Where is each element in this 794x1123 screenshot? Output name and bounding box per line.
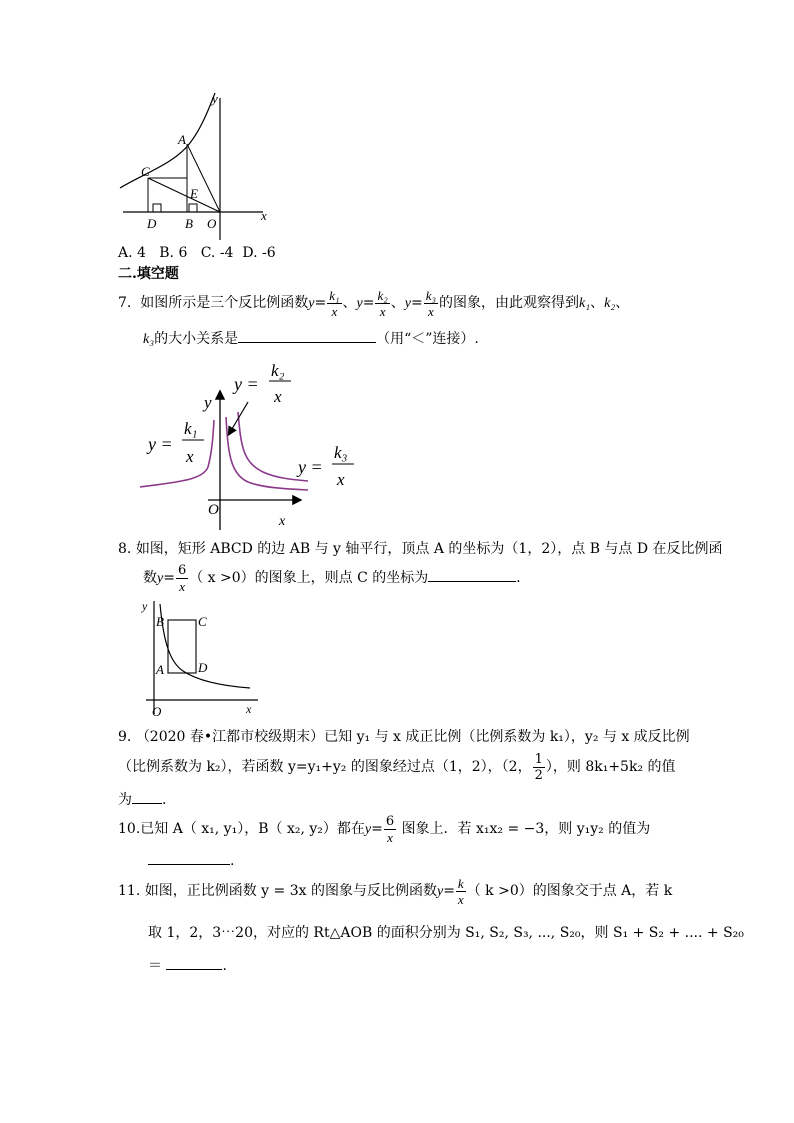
question-7-line2: k₃的大小关系是 （用“＜”连接）. [143,331,479,347]
eq-k2-num: k₂ [271,362,285,380]
answer-blank-q10[interactable] [148,852,230,865]
label-O: O [207,216,217,231]
figure-q8 [138,596,263,718]
question-11-line2: 取 1，2，3⋯20，对应的 Rt△AOB 的面积分别为 S₁, S₂, S₃, ..., S₂₀，则 S₁ + S₂ + .... + S₂₀ [148,925,744,941]
svg-text:x: x [186,447,194,466]
pointer-arrow [229,402,248,434]
eq-k1-num: k₁ [184,419,198,438]
figure-q6 [115,88,275,243]
svg-text:x: x [274,387,282,406]
section-title: 二.填空题 [118,266,179,282]
label-y: y [204,393,212,412]
question-9-line1: 9. （2020 春•江都市校级期末）已知 y₁ 与 x 成正比例（比例系数为 k₁），y₂ 与 x 成反比例 [118,729,690,745]
answer-blank-q11[interactable] [166,957,222,970]
question-10-line2: . [148,852,234,870]
answer-blank-q8[interactable] [428,569,516,582]
answer-blank-q9[interactable] [132,791,162,804]
label-A: A [178,132,186,147]
label-y: y [212,91,218,106]
label-C: C [198,614,207,629]
label-y: y [142,599,148,613]
question-8-line1: 8. 如图，矩形 ABCD 的边 AB 与 y 轴平行，顶点 A 的坐标为（1，2），点 B 与点 D 在反比例函 [118,541,723,557]
question-9-line3: 为 . [118,792,167,808]
svg-text:x: x [337,470,345,489]
question-9-line2: （比例系数为 k₂），若函数 y=y₁+y₂ 的图象经过点（1，2），（2， $\frac{1}{2}$ ），则 8k₁+5k₂ 的值 [118,751,676,783]
question-8-line2: 数y= $\frac{6}{x}$ （ x >0）的图象上，则点 C 的坐标为 ． [143,562,531,594]
label-O: O [208,502,219,518]
question-11-line1: 11. 如图，正比例函数 y = 3x 的图象与反比例函数y= $\frac{k}{x}$ （ k >0）的图象交于点 A，若 k [118,875,673,907]
question-10-line1: 10.已知 A（ x₁, y₁），B（ x₂, y₂）都在y= $\frac{6}{x}$ 图象上．若 x₁x₂ = −3，则 y₁y₂ 的值为 [118,813,651,845]
label-B: B [156,614,164,629]
label-E: E [190,186,198,201]
label-x: x [261,208,267,223]
label-x: x [246,702,252,716]
label-A: A [156,662,164,677]
question-11-line3: ＝ . [148,958,227,974]
label-O: O [152,704,162,718]
eq-k1-lhs: y = [148,434,173,454]
answer-blank-q7[interactable] [238,330,376,343]
eq-k2-lhs: y = [234,374,259,394]
hyperbola-curve [120,93,215,188]
label-x: x [279,514,286,529]
label-D: D [198,660,208,675]
label-B: B [185,216,193,231]
figure-q7 [138,362,368,532]
rectangle-ABCD [168,620,196,673]
q6-options: A. 4 B. 6 C. -4 D. -6 [118,245,276,261]
eq-k3-num: k₃ [334,443,348,462]
eq-k3-lhs: y = [298,457,323,477]
label-D: D [147,216,157,231]
question-7-line1: 7. 如图所示是三个反比例函数y= $\frac{\text{k₁}}{x}$ 、y= $\frac{\text{k₂}}{x}$ 、y= $\frac{\text{k₃}}{x}$ 的图象，由此观察得到k₁、k₂、 [118,287,630,319]
label-C: C [141,164,150,179]
